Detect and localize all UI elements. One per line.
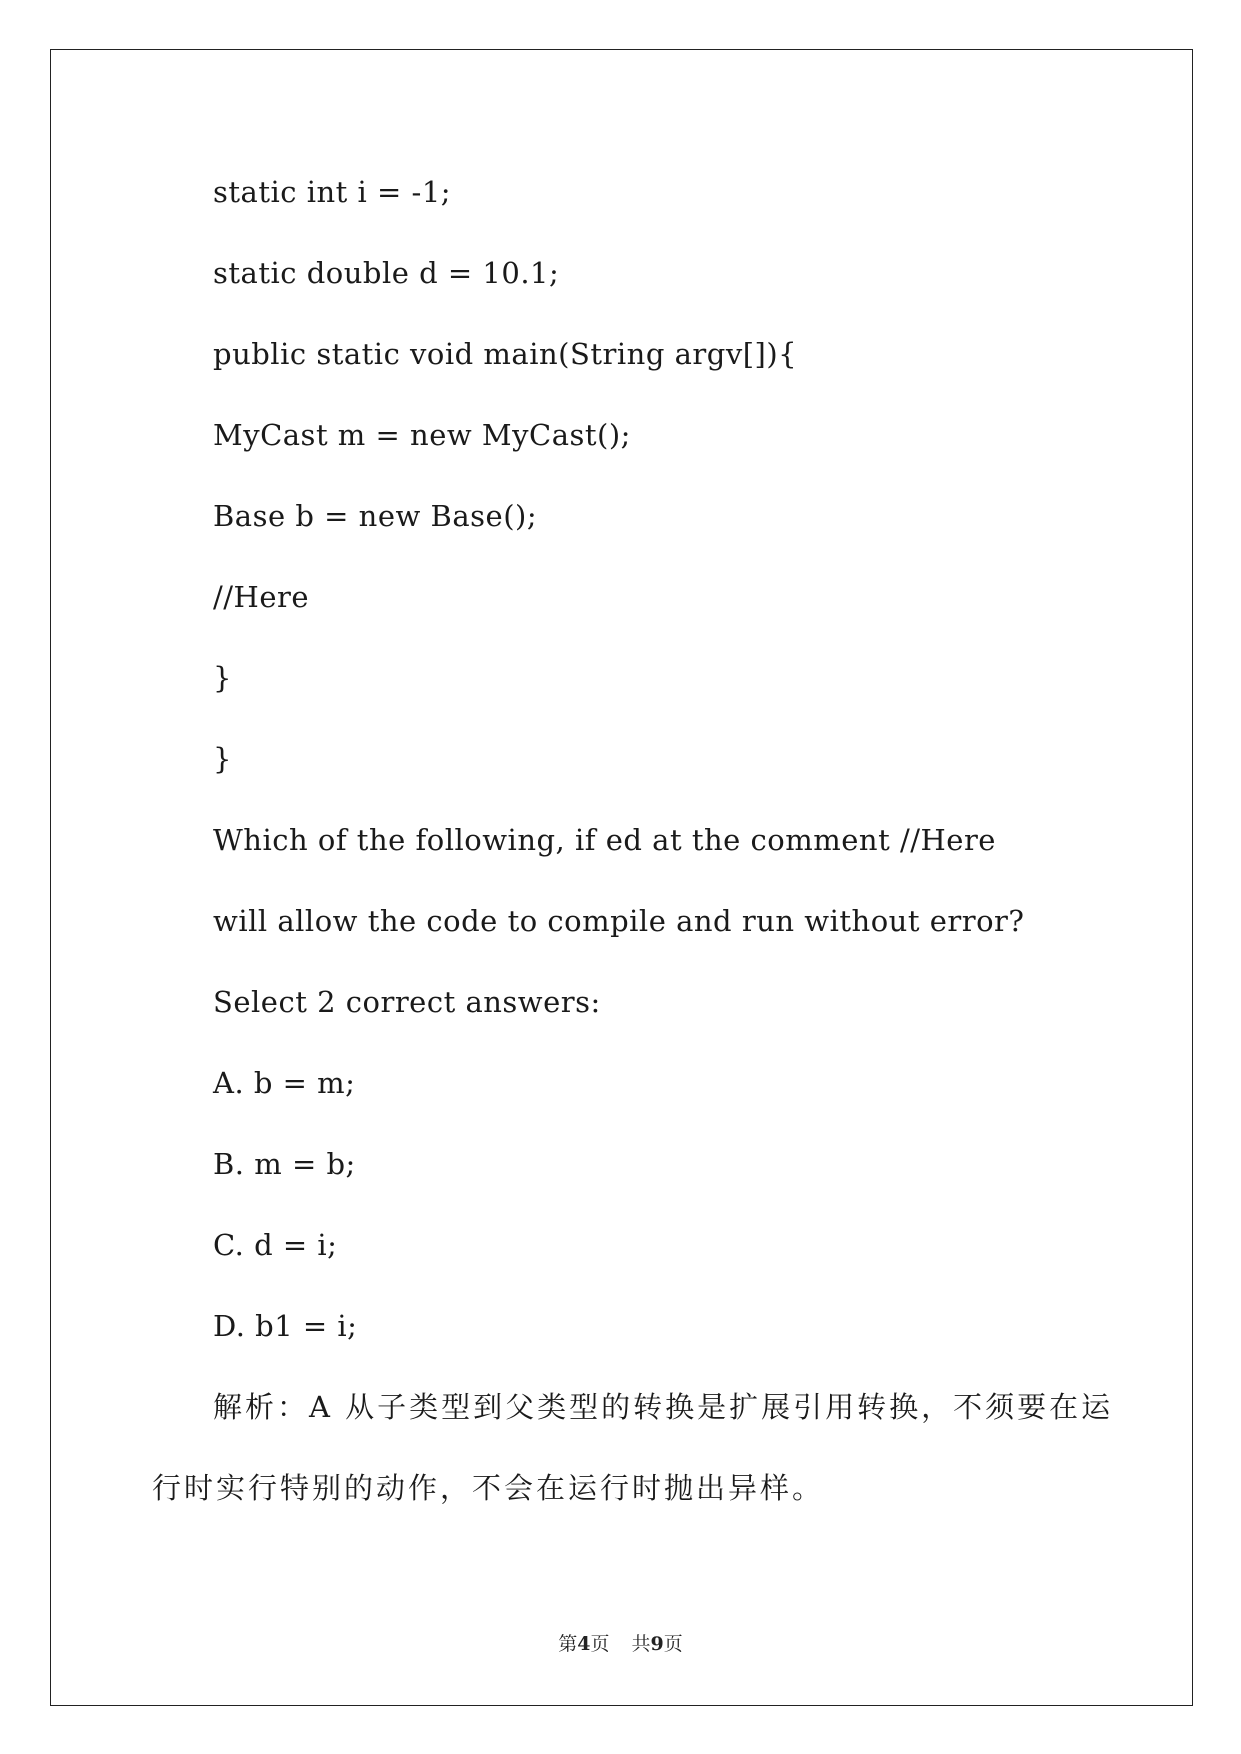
option-d: D. b1 = i; <box>213 1309 358 1343</box>
question-instruction: Select 2 correct answers: <box>213 985 601 1019</box>
option-b: B. m = b; <box>213 1147 356 1181</box>
code-line: MyCast m = new MyCast(); <box>213 418 631 452</box>
footer-page-suffix: 页 <box>590 1633 610 1655</box>
question-text: will allow the code to compile and run without error? <box>213 904 1025 938</box>
code-line: static int i = -1; <box>213 175 452 209</box>
analysis-text: 行时实行特别的动作，不会在运行时抛出异样。 <box>152 1471 825 1505</box>
page-border <box>50 49 1193 1706</box>
code-line: } <box>213 742 232 776</box>
code-line: Base b = new Base(); <box>213 499 538 533</box>
page-footer <box>0 1632 1241 1656</box>
code-line: static double d = 10.1; <box>213 256 560 290</box>
footer-total-pages: 9 <box>650 1633 664 1655</box>
footer-total-suffix: 页 <box>663 1633 683 1655</box>
option-c: C. d = i; <box>213 1228 338 1262</box>
footer-prefix: 第 <box>558 1633 578 1655</box>
code-line: public static void main(String argv[]){ <box>213 337 798 371</box>
footer-page-number: 4 <box>577 1633 591 1655</box>
option-a: A. b = m; <box>213 1066 356 1100</box>
question-text: Which of the following, if ed at the comment //Here <box>213 823 996 857</box>
footer-total-prefix: 共 <box>631 1633 651 1655</box>
code-line: //Here <box>213 580 310 614</box>
analysis-text: 解析：A 从子类型到父类型的转换是扩展引用转换，不须要在运 <box>213 1390 1114 1424</box>
code-line: } <box>213 661 232 695</box>
